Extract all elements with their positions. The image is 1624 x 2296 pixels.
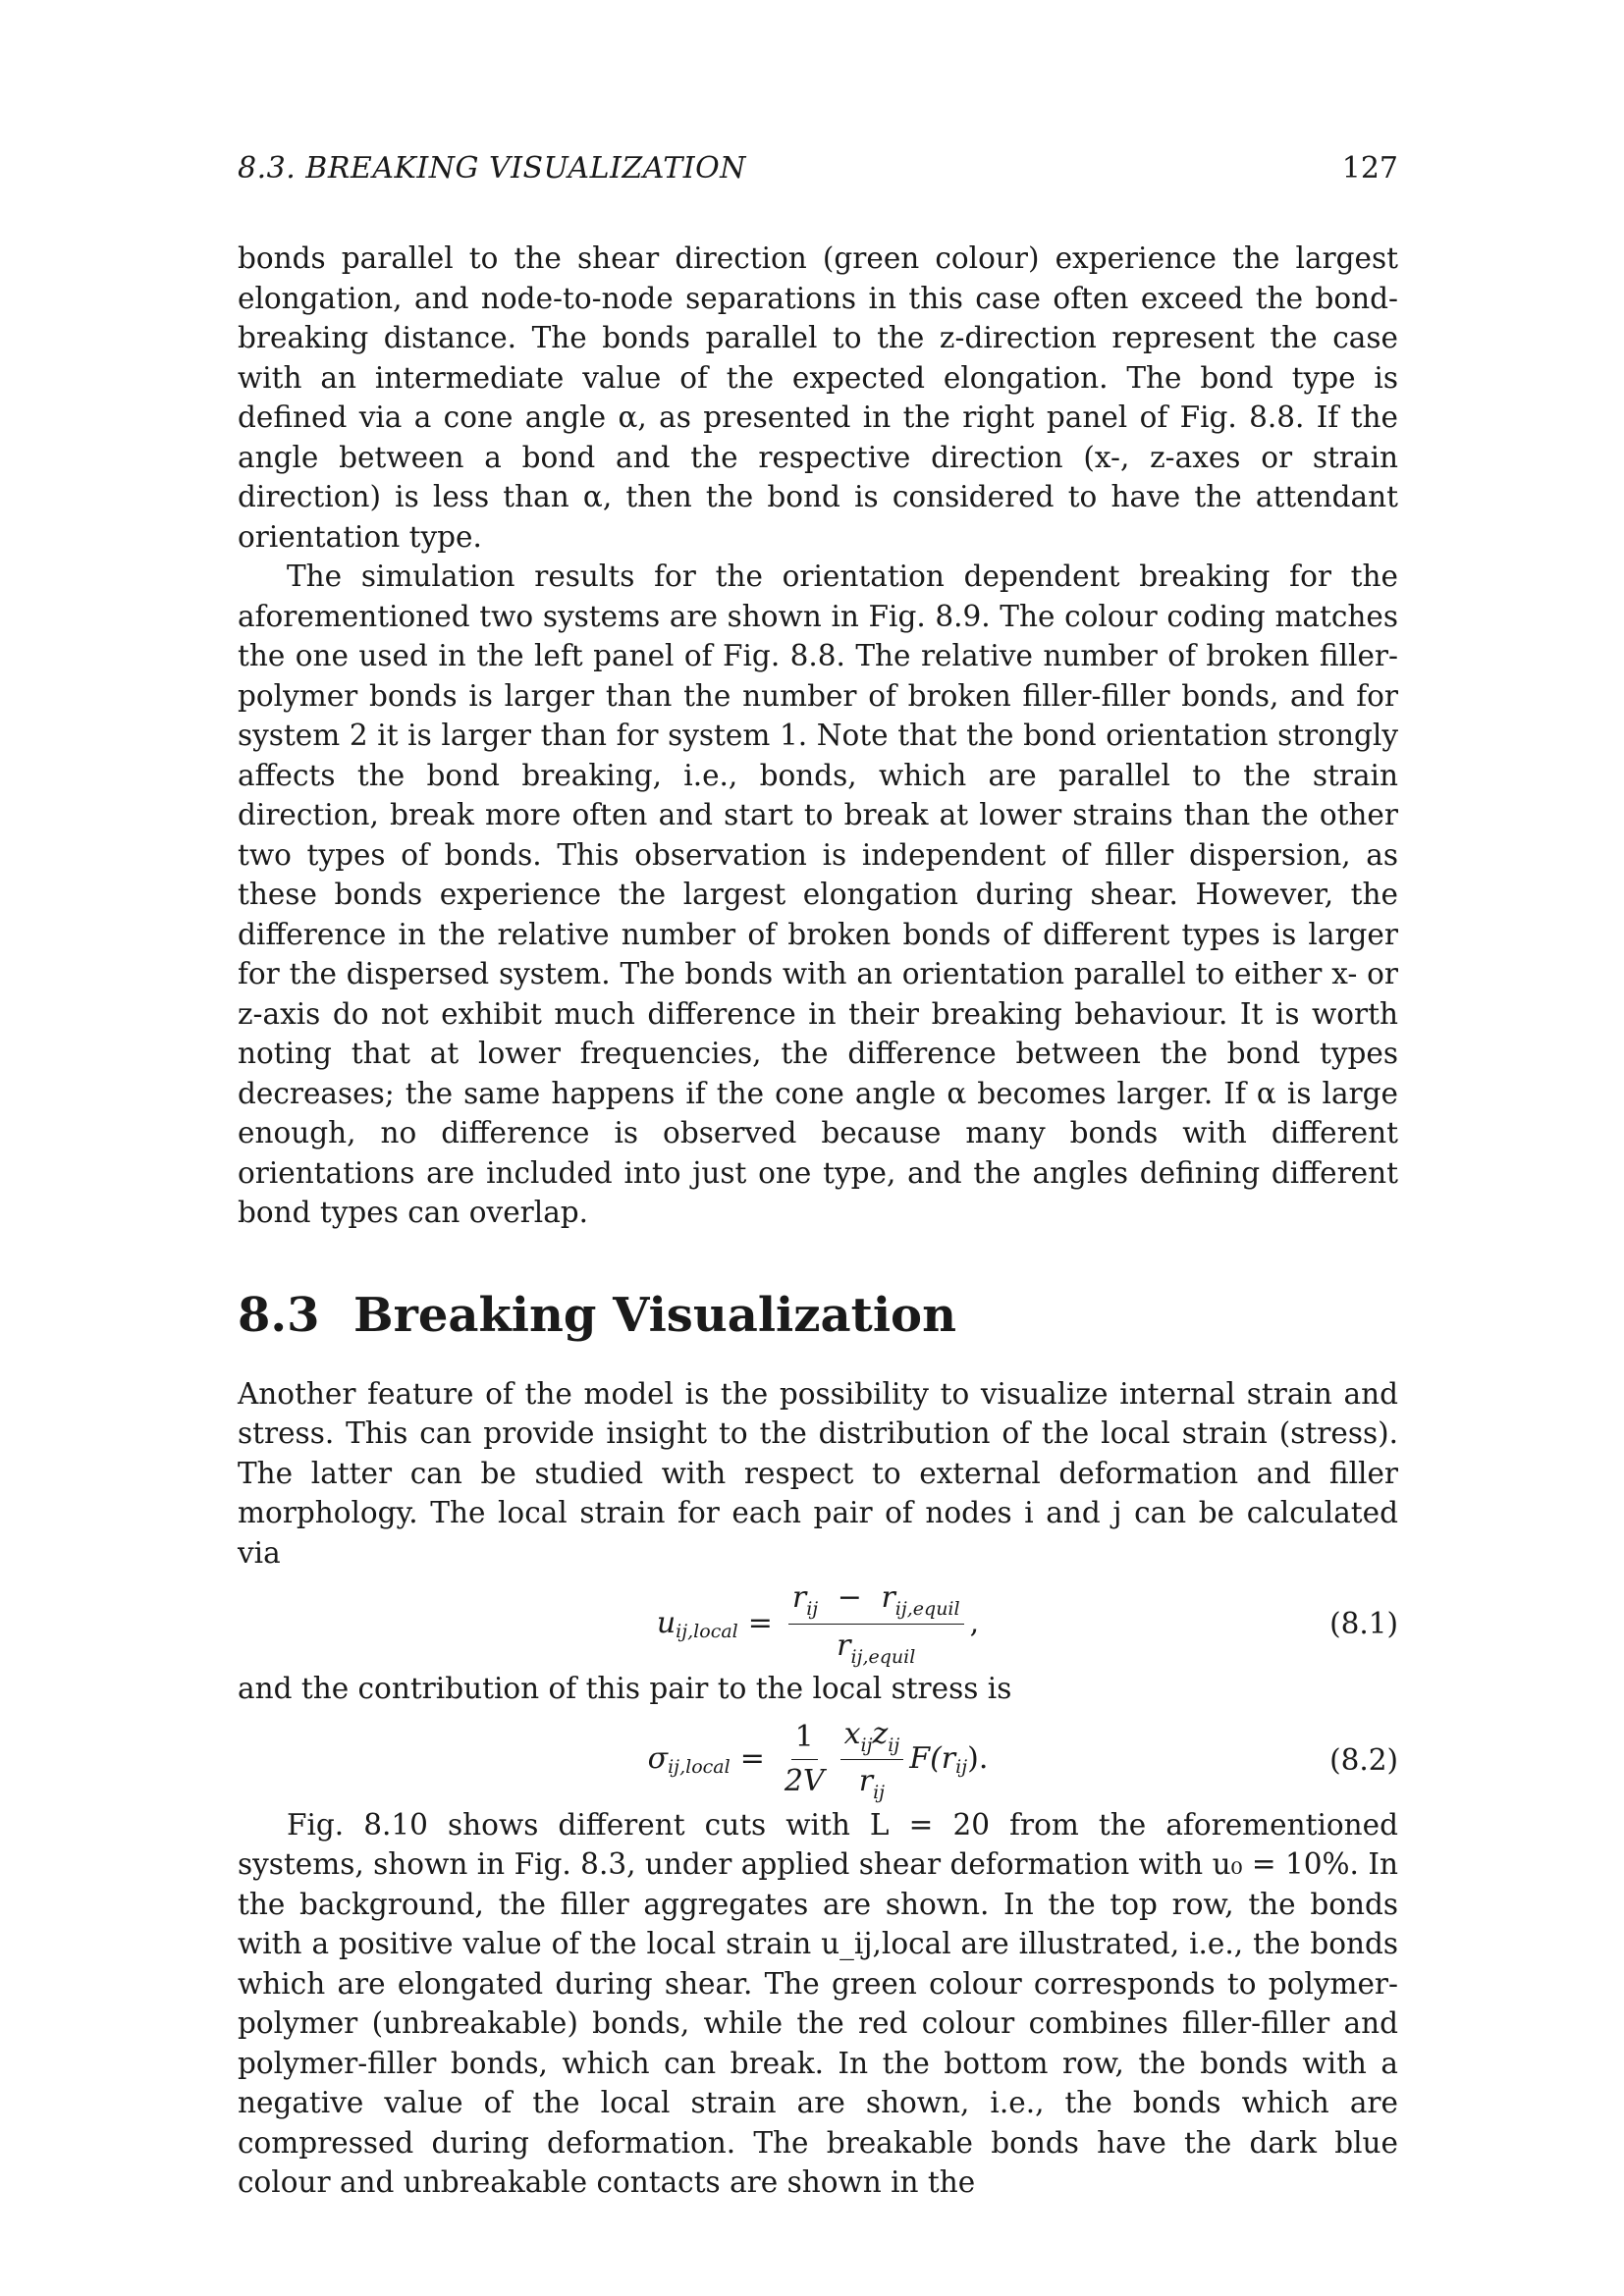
eq2-num-x-sub: ij <box>860 1734 873 1756</box>
eq2-den-r-sub: ij <box>873 1782 886 1803</box>
page-number: 127 <box>1341 151 1398 186</box>
equation-8-2 <box>238 1715 1398 1805</box>
paragraph-bond-orientation: bonds parallel to the shear direction (green colour) experience the largest elongation, and node-to-node separations in this case often exceed the bond-breaking distance. The bonds parallel to the z-direction represent the case with an intermediate value of the expected elongation. The bond type is defined via a cone angle α, as presented in the right panel of Fig. 8.8. If the angle between a bond and the respective direction (x-, z-axes or strain direction) is less than α, then the bond is considered to have the attendant orientation type. <box>238 241 1398 554</box>
eq1-num-a: r <box>791 1580 807 1615</box>
section-number: 8.3 <box>238 1287 320 1343</box>
eq2-num-z-sub: ij <box>888 1734 900 1756</box>
section-heading <box>238 1286 1398 1345</box>
eq2-equals: = <box>739 1741 765 1777</box>
paragraph-intro: Another feature of the model is the possibility to visualize internal strain and stress. This can provide insight to the distribution of the local strain (stress). The latter can be studied with respect to external deformation and filler morphology. The local strain for each pair of nodes i and j can be calculated via <box>238 1376 1398 1570</box>
eq1-trailing-comma: , <box>969 1605 980 1640</box>
paragraph-fig-8-10: Fig. 8.10 shows different cuts with L = 20 from the aforementioned systems, shown in Fig. 8.3, under applied shear deformation with u₀ = 10%. In the background, the filler aggregates are shown. In the top row, the bonds with a positive value of the local strain u_ij,local are illustrated, i.e., the bonds which are elongated during shear. The green colour corresponds to polymer-polymer (unbreakable) bonds, while the red colour combines filler-filler and polymer-filler bonds, which can break. In the bottom row, the bonds with a negative value of the local strain are shown, i.e., the bonds which are compressed during deformation. The breakable bonds have the dark blue colour and unbreakable contacts are shown in the <box>238 1807 1398 2199</box>
eq2-num-z: z <box>872 1716 889 1751</box>
eq2-lhs-symbol: σ <box>647 1741 669 1777</box>
paragraph-simulation-results: The simulation results for the orientation dependent breaking for the aforementioned two systems are shown in Fig. 8.9. The colour coding matches the one used in the left panel of Fig. 8.8. The relative number of broken filler-polymer bonds is larger than the number of broken filler-filler bonds, and for system 2 it is larger than for system 1. Note that the bond orientation strongly affects the bond breaking, i.e., bonds, which are parallel to the strain direction, break more often and start to break at lower strains than the other two types of bonds. This observation is independent of filler dispersion, as these bonds experience the largest elongation during shear. However, the difference in the relative number of broken bonds of different types is larger for the dispersed system. The bonds with an orientation parallel to either x- or z-axis do not exhibit much difference in their breaking behaviour. It is worth noting that at lower frequencies, the difference between the bond types decreases; the same happens if the cone angle α becomes larger. If α is large enough, no difference is observed because many bonds with different orientations are included into just one type, and the angles defining different bond types can overlap. <box>238 560 1398 1229</box>
equation-number-8-2: (8.2) <box>1329 1742 1398 1777</box>
eq2-function-close: ). <box>967 1741 989 1777</box>
eq2-function-sub: ij <box>955 1756 968 1779</box>
eq2-fraction-2 <box>840 1715 904 1805</box>
eq1-equals: = <box>747 1605 773 1640</box>
running-header <box>238 149 1398 188</box>
eq1-fraction <box>788 1578 964 1669</box>
eq2-frac1-num: 1 <box>791 1718 818 1761</box>
eq2-frac1-den: 2V <box>784 1764 825 1798</box>
equation-number-8-1: (8.1) <box>1329 1607 1398 1640</box>
section-title: Breaking Visualization <box>353 1287 956 1343</box>
eq2-lhs-sub: ij,local <box>668 1756 731 1779</box>
eq2-function: F(r <box>909 1741 956 1777</box>
body-text <box>238 239 1398 2203</box>
eq2-fraction-1 <box>781 1718 829 1802</box>
eq1-lhs-sub: ij,local <box>676 1620 738 1642</box>
running-header-title: 8.3. BREAKING VISUALIZATION <box>238 151 746 186</box>
eq1-den-sub: ij,equil <box>850 1645 916 1668</box>
eq1-num-b: r <box>881 1580 895 1615</box>
equation-8-1 <box>238 1578 1398 1669</box>
eq1-lhs-symbol: u <box>656 1605 677 1640</box>
eq1-num-b-sub: ij,equil <box>894 1598 960 1620</box>
eq1-den: r <box>837 1628 851 1663</box>
eq1-num-a-sub: ij <box>806 1598 819 1620</box>
eq2-num-x: x <box>843 1716 861 1751</box>
eq2-den-r: r <box>858 1764 874 1798</box>
paragraph-middle: and the contribution of this pair to the local stress is <box>238 1672 1012 1705</box>
eq1-minus: − <box>837 1580 862 1615</box>
